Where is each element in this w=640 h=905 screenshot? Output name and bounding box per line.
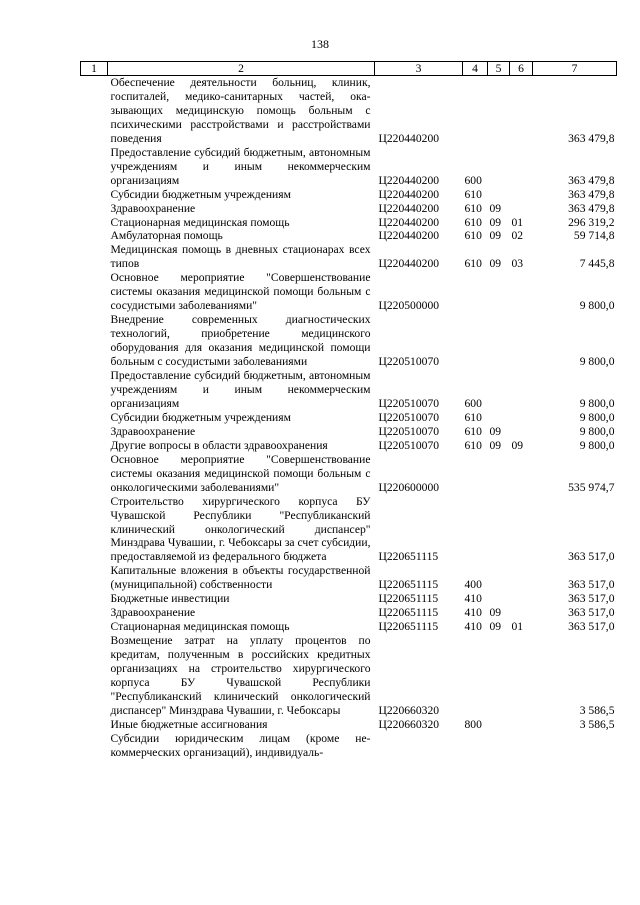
row-code-cell: Ц220510070 <box>378 396 440 410</box>
row-code-cell: Ц220500000 <box>378 299 440 313</box>
row-code-cell: Ц220651115 <box>378 606 439 620</box>
row-code-cell: Ц220600000 <box>378 480 440 494</box>
row-name-cell: Медицинская помощь в дневных стационарах всех типов <box>110 243 371 271</box>
row-blank-cell <box>81 592 108 606</box>
row-vr-cell <box>463 634 488 718</box>
row-code-cell: Ц220510070 <box>378 424 440 438</box>
table-row <box>81 216 617 230</box>
row-blank-cell <box>81 188 108 202</box>
row-pr-cell <box>510 564 533 592</box>
row-vr-cell: 610 <box>464 201 482 215</box>
row-blank-cell <box>81 411 108 425</box>
row-vr-cell: 410 <box>464 606 482 620</box>
col-header-4: 4 <box>463 62 488 76</box>
table-row <box>81 202 617 216</box>
row-vr-cell <box>463 732 488 760</box>
row-blank-cell <box>81 229 108 243</box>
row-blank-cell <box>81 732 108 760</box>
row-sum-cell: 363 479,8 <box>568 201 615 215</box>
page-number: 138 <box>311 37 329 51</box>
row-vr-cell: 610 <box>464 257 482 271</box>
row-pr-cell: 03 <box>511 257 524 271</box>
row-sum-cell: 9 800,0 <box>579 410 615 424</box>
row-rz-cell <box>488 271 510 313</box>
row-code-cell: Ц220440200 <box>378 173 440 187</box>
row-code-cell: Ц220510070 <box>378 438 440 452</box>
table-row <box>81 732 617 760</box>
table-row <box>81 620 617 634</box>
col-header-5: 5 <box>488 62 510 76</box>
row-name-cell: Иные бюджетные ассигнования <box>110 717 268 731</box>
row-code-cell: Ц220440200 <box>378 215 440 229</box>
row-name-cell: Субсидии юридическим лицам (кроме некоммерческих организаций), индивидуаль- <box>110 731 371 759</box>
row-blank-cell <box>81 495 108 565</box>
row-vr-cell: 610 <box>464 410 482 424</box>
row-pr-cell: 01 <box>511 620 524 634</box>
row-sum-cell: 9 800,0 <box>579 438 615 452</box>
row-rz-cell <box>488 411 510 425</box>
table-row <box>81 592 617 606</box>
row-blank-cell <box>81 564 108 592</box>
table-row <box>81 411 617 425</box>
row-name-cell: Основное мероприятие "Совершенствование системы оказания медицинской помощи больным с сосудистыми заболеваниями" <box>110 271 371 313</box>
row-code-cell: Ц220651115 <box>378 578 439 592</box>
row-rz-cell: 09 <box>489 229 502 243</box>
row-name-cell: Здравоохранение <box>110 424 196 438</box>
row-rz-cell <box>488 188 510 202</box>
row-pr-cell <box>510 718 533 732</box>
row-name-cell: Строительство хирургического корпуса БУ Чувашской Республики "Республиканский клинический онкологический диспансер" Минздрава Чувашии, г. Чебоксары за счет субсидии, предоставляемой из федерального бюджета <box>110 494 371 564</box>
row-sum-cell: 363 479,8 <box>568 187 615 201</box>
row-vr-cell: 600 <box>464 173 482 187</box>
row-blank-cell <box>81 216 108 230</box>
row-sum-cell: 363 517,0 <box>568 620 615 634</box>
row-blank-cell <box>81 453 108 495</box>
row-blank-cell <box>81 718 108 732</box>
table-row <box>81 243 617 271</box>
row-code-cell: Ц220660320 <box>378 717 440 731</box>
row-rz-cell: 09 <box>489 424 502 438</box>
row-pr-cell: 09 <box>511 438 524 452</box>
row-rz-cell: 09 <box>489 215 502 229</box>
row-rz-cell <box>488 453 510 495</box>
table-row <box>81 313 617 369</box>
row-blank-cell <box>81 146 108 188</box>
row-pr-cell <box>510 634 533 718</box>
row-blank-cell <box>81 271 108 313</box>
table-row <box>81 146 617 188</box>
row-vr-cell <box>463 495 488 565</box>
row-vr-cell: 610 <box>464 438 482 452</box>
row-pr-cell <box>510 592 533 606</box>
row-vr-cell: 410 <box>464 620 482 634</box>
row-sum-cell: 363 479,8 <box>568 131 615 145</box>
table-row <box>81 439 617 453</box>
row-sum-cell: 363 517,0 <box>568 550 615 564</box>
row-pr-cell: 01 <box>511 215 524 229</box>
row-blank-cell <box>81 425 108 439</box>
col-header-1: 1 <box>81 62 108 76</box>
row-code-cell: Ц220660320 <box>378 703 440 717</box>
row-rz-cell <box>488 76 510 146</box>
row-pr-cell <box>510 411 533 425</box>
row-pr-cell <box>510 453 533 495</box>
table-row <box>81 229 617 243</box>
table-row <box>81 606 617 620</box>
row-vr-cell <box>463 271 488 313</box>
row-rz-cell <box>488 495 510 565</box>
column-number-header <box>81 62 617 76</box>
table-row <box>81 495 617 565</box>
row-pr-cell <box>510 369 533 411</box>
table-row <box>81 634 617 718</box>
row-pr-cell <box>510 202 533 216</box>
row-code-cell: Ц220440200 <box>378 131 440 145</box>
row-pr-cell <box>510 271 533 313</box>
row-rz-cell <box>488 146 510 188</box>
row-code-cell: Ц220440200 <box>378 257 440 271</box>
row-vr-cell: 800 <box>464 717 482 731</box>
row-blank-cell <box>81 202 108 216</box>
row-rz-cell <box>488 718 510 732</box>
row-pr-cell <box>510 425 533 439</box>
row-pr-cell <box>510 76 533 146</box>
row-sum-cell: 363 517,0 <box>568 606 615 620</box>
row-name-cell: Амбулаторная помощь <box>110 229 223 243</box>
row-vr-cell: 400 <box>464 578 482 592</box>
row-rz-cell <box>488 732 510 760</box>
row-sum-cell: 535 974,7 <box>568 480 615 494</box>
row-sum-cell: 3 586,5 <box>579 703 615 717</box>
row-code-cell: Ц220440200 <box>378 201 440 215</box>
row-sum-cell: 7 445,8 <box>579 257 615 271</box>
row-code-cell: Ц220510070 <box>378 355 440 369</box>
table-row <box>81 564 617 592</box>
row-rz-cell: 09 <box>489 201 502 215</box>
row-sum-cell: 3 586,5 <box>579 717 615 731</box>
row-vr-cell: 600 <box>464 396 482 410</box>
row-vr-cell <box>463 453 488 495</box>
row-rz-cell: 09 <box>489 257 502 271</box>
row-name-cell: Субсидии бюджетным учреждениям <box>110 187 291 201</box>
row-pr-cell <box>510 146 533 188</box>
row-blank-cell <box>81 620 108 634</box>
row-pr-cell <box>510 188 533 202</box>
row-rz-cell <box>488 313 510 369</box>
table-row <box>81 369 617 411</box>
row-name-cell: Обеспечение деятельности больниц, клиник, госпиталей, медико-санитарных частей, оказывающих медицинскую помощь больным с психическими расстройствами и расстройствами поведения <box>110 76 371 145</box>
row-rz-cell <box>488 369 510 411</box>
row-blank-cell <box>81 634 108 718</box>
row-vr-cell: 610 <box>464 229 482 243</box>
row-name-cell: Здравоохранение <box>110 201 196 215</box>
table-row <box>81 271 617 313</box>
row-name-cell: Основное мероприятие "Совершенствование системы оказания медицинской помощи больным с онкологическими заболеваниями" <box>110 452 371 494</box>
row-pr-cell <box>510 606 533 620</box>
row-pr-cell <box>510 732 533 760</box>
row-sum-cell: 9 800,0 <box>579 355 615 369</box>
row-sum-cell: 363 517,0 <box>568 578 615 592</box>
row-pr-cell <box>510 495 533 565</box>
row-pr-cell <box>510 313 533 369</box>
row-sum-cell: 9 800,0 <box>579 396 615 410</box>
row-vr-cell: 610 <box>464 424 482 438</box>
row-blank-cell <box>81 369 108 411</box>
row-code-cell: Ц220510070 <box>378 410 440 424</box>
row-sum-cell: 363 517,0 <box>568 592 615 606</box>
row-blank-cell <box>81 243 108 271</box>
row-blank-cell <box>81 439 108 453</box>
row-rz-cell <box>488 634 510 718</box>
row-name-cell: Другие вопросы в области здравоохранения <box>110 438 328 452</box>
budget-table <box>80 61 617 760</box>
row-sum-cell: 59 714,8 <box>573 229 615 243</box>
row-name-cell: Капитальные вложения в объекты государственной (муниципальной) собственности <box>110 564 371 592</box>
row-code-cell: Ц220651115 <box>378 592 439 606</box>
table-row <box>81 718 617 732</box>
row-code-cell: Ц220440200 <box>378 229 440 243</box>
row-code-cell <box>375 732 463 760</box>
row-rz-cell: 09 <box>489 620 502 634</box>
row-vr-cell <box>463 76 488 146</box>
col-header-3: 3 <box>375 62 463 76</box>
table-row <box>81 188 617 202</box>
table-row <box>81 425 617 439</box>
row-vr-cell <box>463 313 488 369</box>
row-vr-cell: 610 <box>464 215 482 229</box>
row-sum-cell: 9 800,0 <box>579 299 615 313</box>
row-sum-cell: 296 319,2 <box>568 215 615 229</box>
row-sum-cell <box>533 732 617 760</box>
row-name-cell: Внедрение современных диагностических технологий, приобретение медицинского оборудования для оказания медицинской помощи больным с сосудистыми заболеваниями <box>110 313 371 369</box>
row-pr-cell: 02 <box>511 229 524 243</box>
row-code-cell: Ц220440200 <box>378 187 440 201</box>
row-name-cell: Предоставление субсидий бюджетным, автономным учреждениям и иным некоммерческим организациям <box>110 369 371 410</box>
row-rz-cell: 09 <box>489 606 502 620</box>
row-name-cell: Здравоохранение <box>110 606 196 620</box>
row-blank-cell <box>81 606 108 620</box>
row-name-cell: Бюджетные инвестиции <box>110 592 230 606</box>
col-header-6: 6 <box>510 62 533 76</box>
row-name-cell: Стационарная медицинская помощь <box>110 620 290 634</box>
row-name-cell: Субсидии бюджетным учреждениям <box>110 410 291 424</box>
row-rz-cell: 09 <box>489 438 502 452</box>
col-header-7: 7 <box>533 62 617 76</box>
row-blank-cell <box>81 76 108 146</box>
row-rz-cell <box>488 564 510 592</box>
row-name-cell: Предоставление субсидий бюджетным, автономным учреждениям и иным некоммерческим организациям <box>110 145 371 187</box>
row-code-cell: Ц220651115 <box>378 550 439 564</box>
col-header-2: 2 <box>108 62 375 76</box>
row-name-cell: Возмещение затрат на уплату процентов по кредитам, полученным в российских кредитных организациях на строительство хирургического корпуса БУ Чувашской Республики "Республиканский клинический онкологический диспансер" Минздрава Чувашии, г. Чебоксары <box>110 634 371 717</box>
row-sum-cell: 9 800,0 <box>579 424 615 438</box>
row-vr-cell: 410 <box>464 592 482 606</box>
row-rz-cell <box>488 592 510 606</box>
row-blank-cell <box>81 313 108 369</box>
table-row <box>81 76 617 146</box>
table-row <box>81 453 617 495</box>
row-code-cell: Ц220651115 <box>378 620 439 634</box>
row-sum-cell: 363 479,8 <box>568 173 615 187</box>
row-vr-cell: 610 <box>464 187 482 201</box>
row-name-cell: Стационарная медицинская помощь <box>110 215 290 229</box>
